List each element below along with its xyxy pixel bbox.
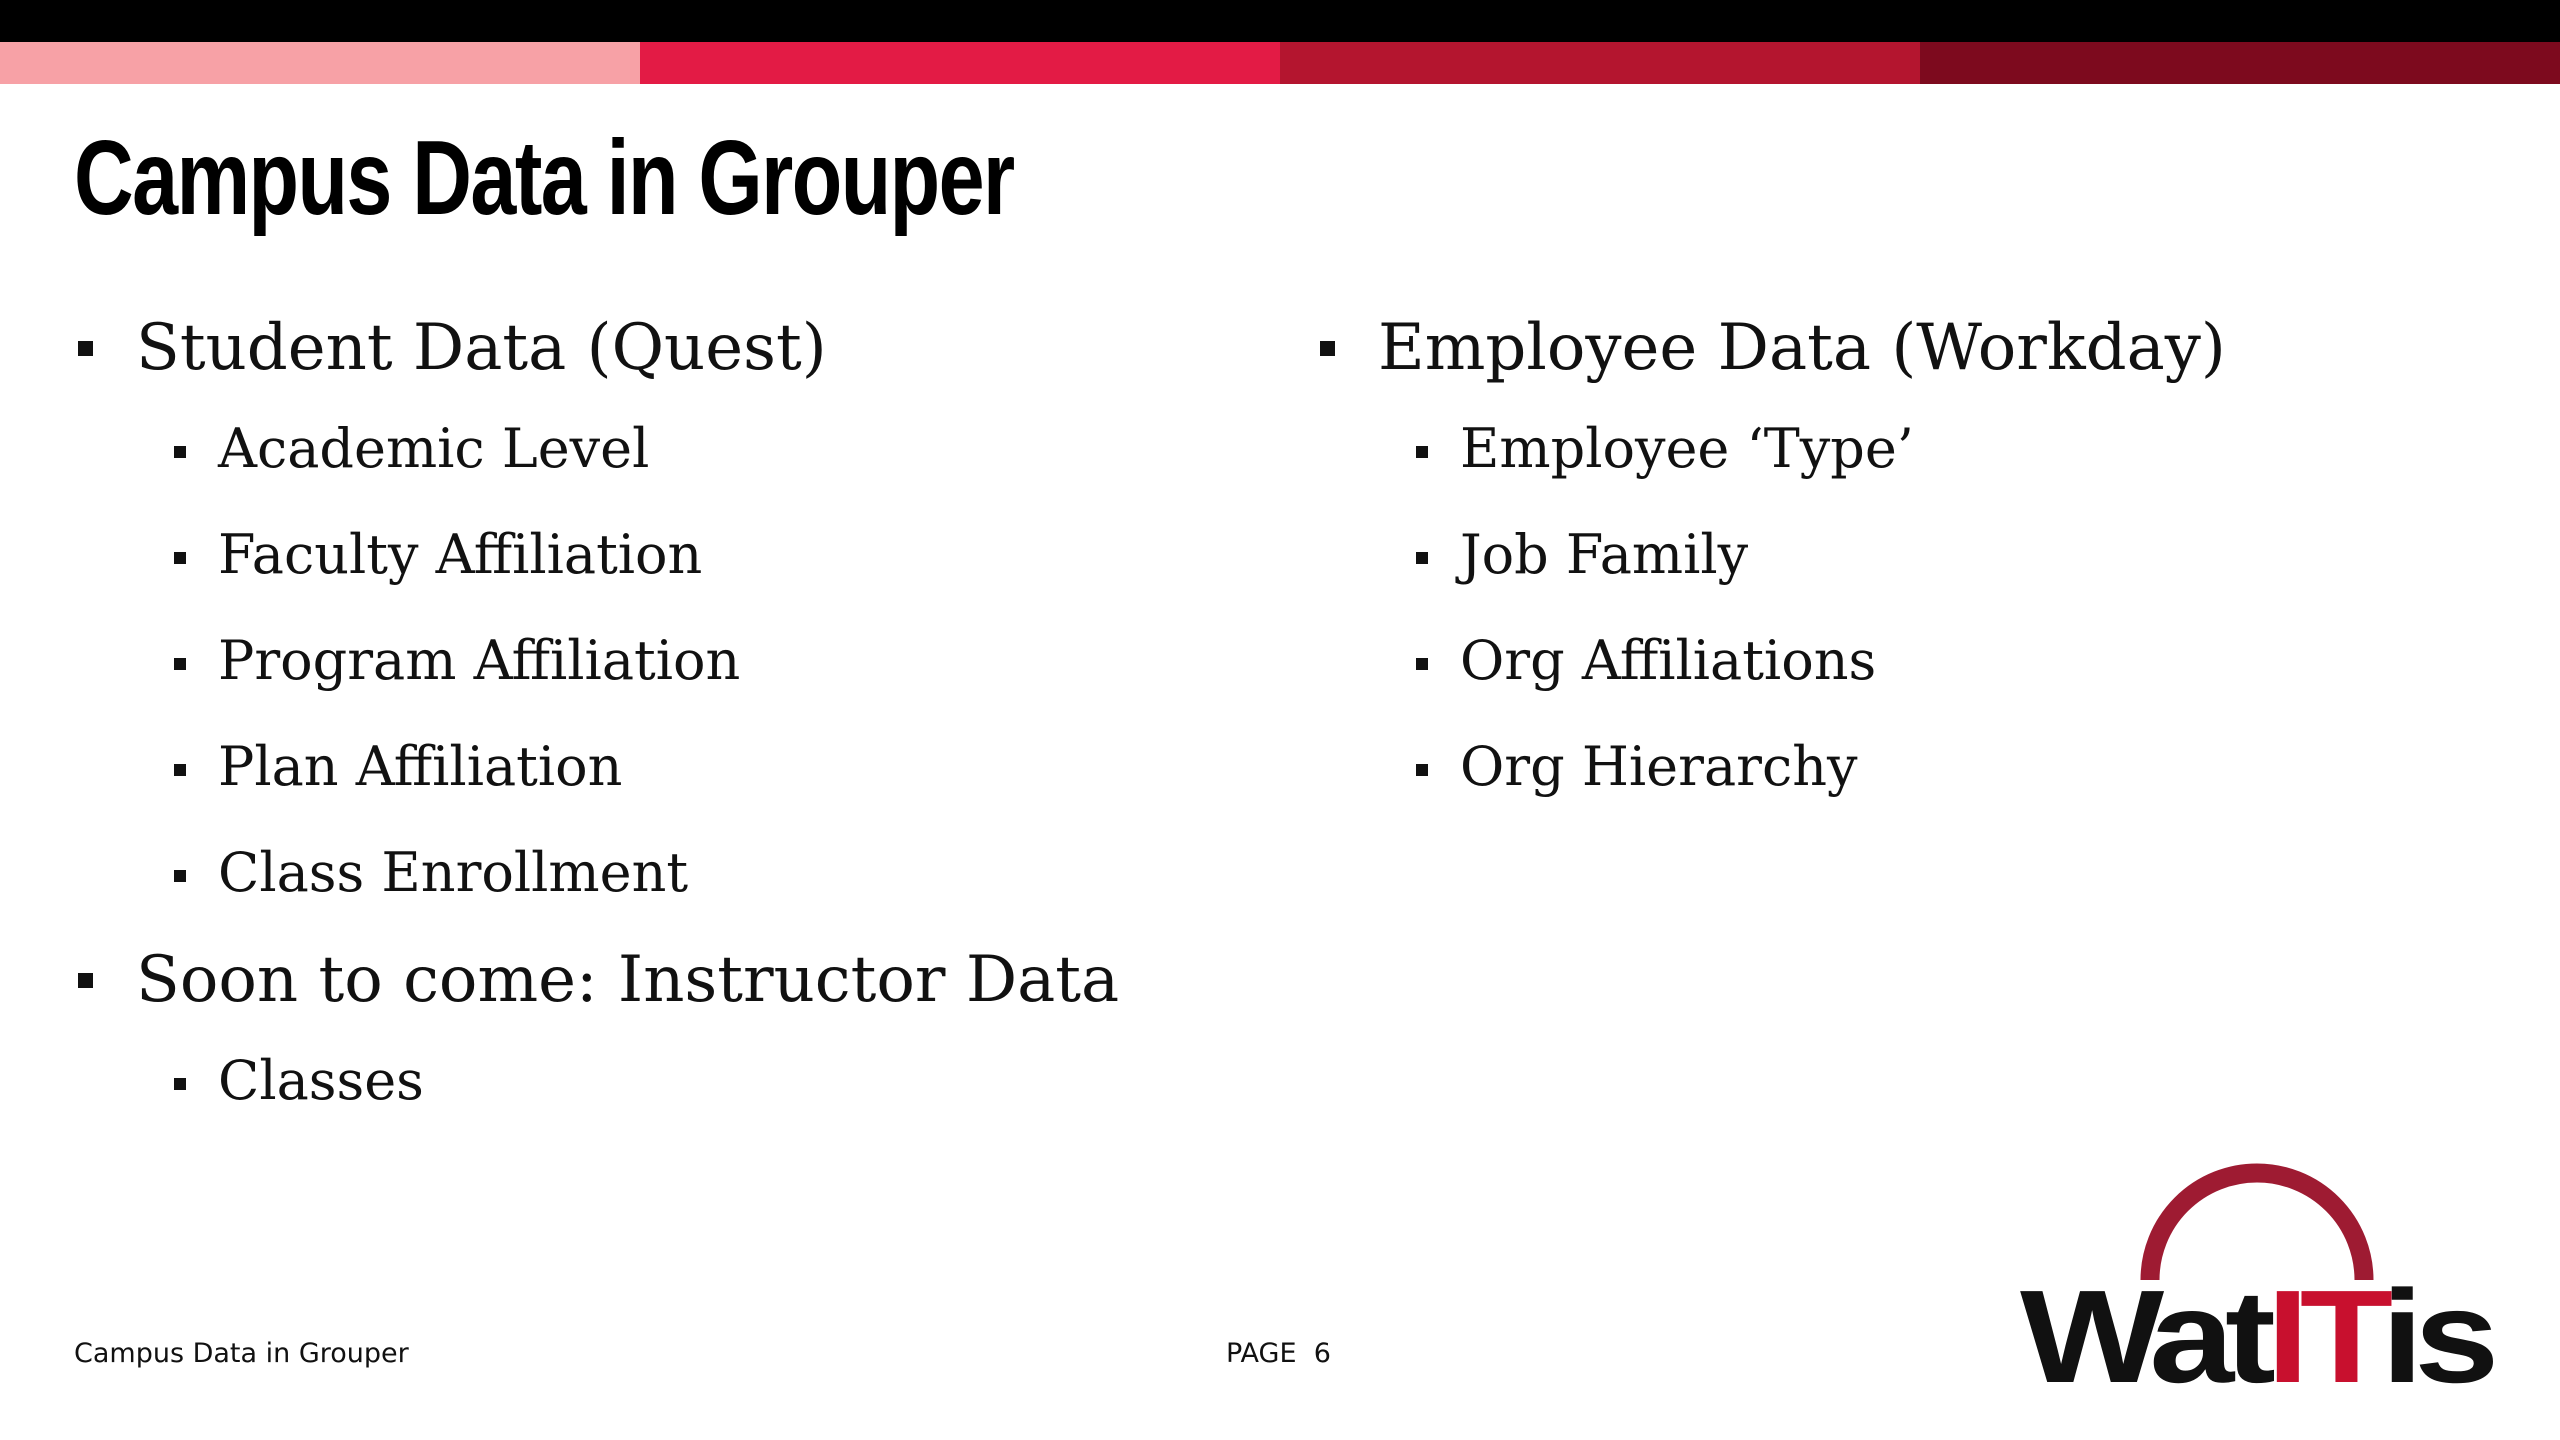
- square-bullet-icon: [174, 446, 186, 458]
- sub-bullet-text: Faculty Affiliation: [218, 523, 703, 586]
- square-bullet-icon: [1416, 446, 1428, 458]
- sub-bullet-text: Academic Level: [218, 417, 650, 480]
- square-bullet-icon: [1416, 552, 1428, 564]
- watitis-logo: [2020, 1160, 2500, 1400]
- page-label: PAGE: [1226, 1338, 1297, 1369]
- header-stripe-dark-red: [1280, 42, 1920, 84]
- header-stripe-pink: [0, 42, 640, 84]
- bullet-text: Soon to come: Instructor Data: [136, 943, 1120, 1017]
- right-column: [1316, 300, 2226, 820]
- square-bullet-icon: [174, 658, 186, 670]
- square-bullet-icon: [174, 870, 186, 882]
- sub-bullet-item: [1316, 714, 2226, 820]
- sub-bullet-text: Org Affiliations: [1460, 629, 1877, 692]
- sub-bullet-item: [74, 1028, 1119, 1134]
- square-bullet-icon: [78, 341, 93, 356]
- sub-bullet-text: Plan Affiliation: [218, 735, 623, 798]
- left-column: [74, 300, 1119, 1134]
- header-stripe-red: [640, 42, 1280, 84]
- sub-bullet-text: Program Affiliation: [218, 629, 741, 692]
- bullet-item: [74, 932, 1119, 1028]
- logo-text-wat: Wat: [2020, 1263, 2234, 1400]
- sub-bullet-text: Classes: [218, 1049, 424, 1112]
- sub-bullet-item: [1316, 608, 2226, 714]
- bullet-list-left: [74, 300, 1119, 1134]
- header-stripe-maroon: [1920, 42, 2560, 84]
- sub-bullet-item: [74, 396, 1119, 502]
- bullet-text: Student Data (Quest): [136, 311, 827, 385]
- bullet-item: [1316, 300, 2226, 396]
- square-bullet-icon: [1416, 764, 1428, 776]
- logo-text-it: IT: [2266, 1263, 2366, 1400]
- sub-bullet-item: [74, 820, 1119, 926]
- page-number-value: 6: [1313, 1338, 1331, 1369]
- sub-bullet-text: Org Hierarchy: [1460, 735, 1858, 798]
- sub-bullet-item: [1316, 502, 2226, 608]
- top-black-bar: [0, 0, 2560, 42]
- bullet-text: Employee Data (Workday): [1378, 311, 2226, 385]
- square-bullet-icon: [174, 552, 186, 564]
- square-bullet-icon: [78, 973, 93, 988]
- square-bullet-icon: [1416, 658, 1428, 670]
- sub-bullet-item: [74, 714, 1119, 820]
- sub-bullet-item: [74, 502, 1119, 608]
- logo-text-is: is: [2381, 1263, 2476, 1400]
- footer-title: Campus Data in Grouper: [74, 1338, 409, 1369]
- square-bullet-icon: [174, 764, 186, 776]
- page-number: [1226, 1338, 1331, 1369]
- sub-bullet-text: Job Family: [1460, 523, 1749, 586]
- bullet-item: [74, 300, 1119, 396]
- square-bullet-icon: [1320, 341, 1335, 356]
- sub-bullet-text: Employee ‘Type’: [1460, 417, 1914, 480]
- bullet-list-right: [1316, 300, 2226, 820]
- svg-text:WatITis: [2020, 1263, 2493, 1400]
- sub-bullet-item: [74, 608, 1119, 714]
- sub-bullet-item: [1316, 396, 2226, 502]
- slide-title: Campus Data in Grouper: [74, 119, 1014, 237]
- square-bullet-icon: [174, 1078, 186, 1090]
- sub-bullet-text: Class Enrollment: [218, 841, 689, 904]
